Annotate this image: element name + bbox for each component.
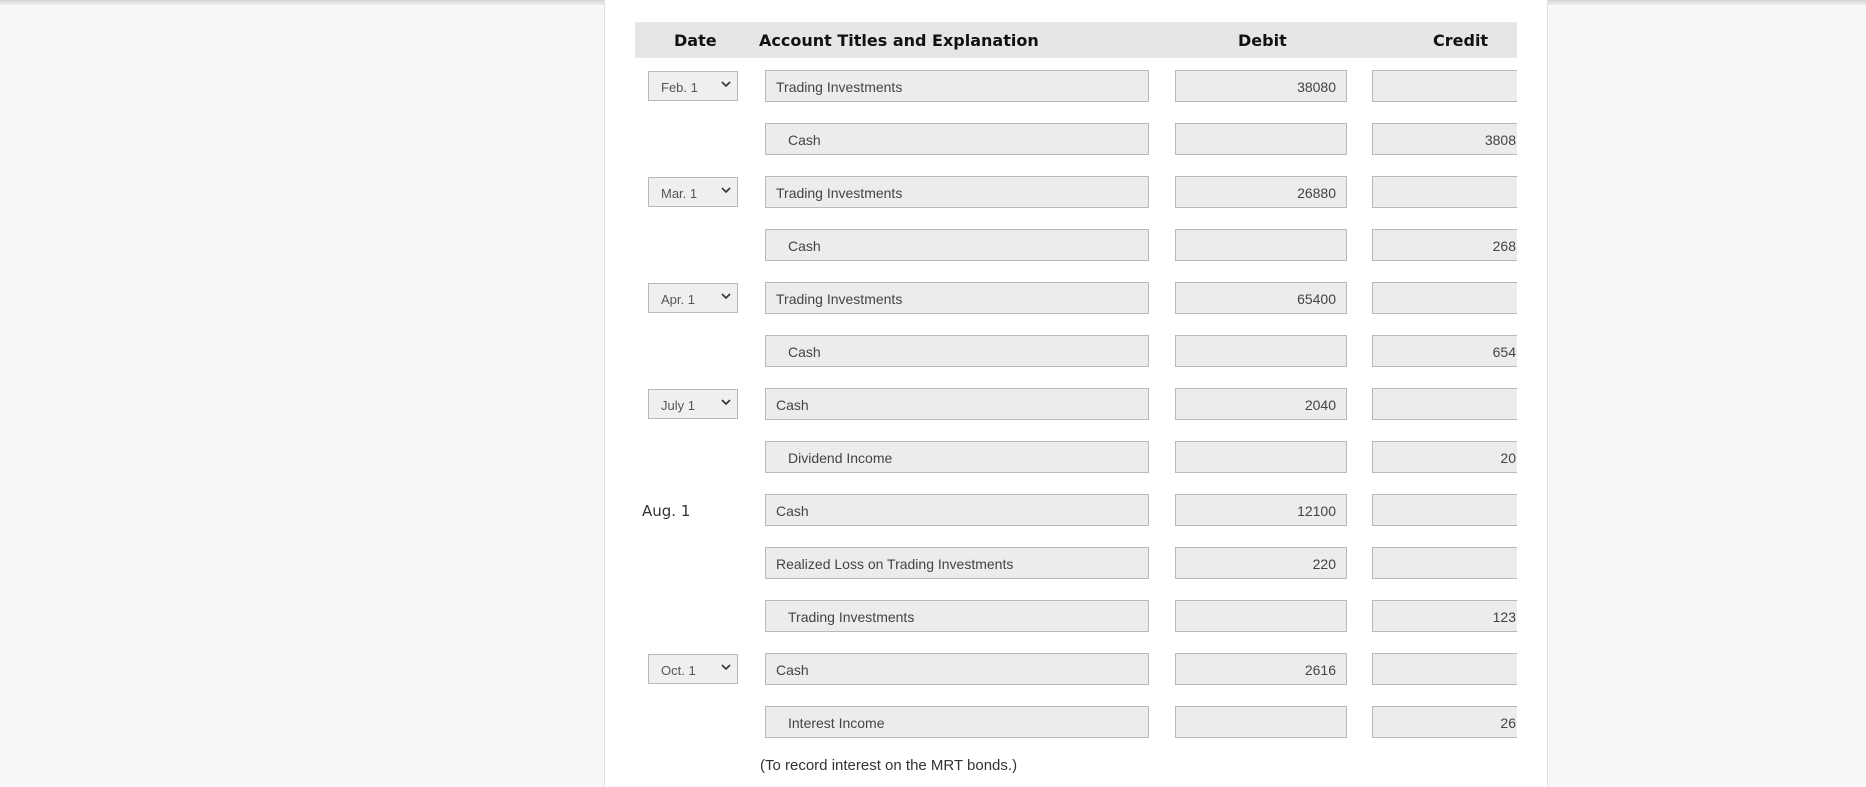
chevron-down-icon [721, 185, 731, 195]
debit-field[interactable]: 65400 [1175, 282, 1347, 314]
header-account: Account Titles and Explanation [759, 31, 1039, 50]
journal-table [635, 0, 1517, 787]
account-field[interactable]: Cash [765, 335, 1149, 367]
chevron-down-icon [721, 662, 731, 672]
credit-field[interactable]: 123 [1372, 600, 1517, 632]
header-date: Date [674, 31, 717, 50]
journal-row [635, 387, 1517, 421]
date-select[interactable]: Feb. 1 [648, 71, 738, 101]
journal-row [635, 334, 1517, 368]
credit-field[interactable]: 268 [1372, 229, 1517, 261]
debit-field[interactable]: 2040 [1175, 388, 1347, 420]
journal-row [635, 440, 1517, 474]
journal-row [635, 69, 1517, 103]
entry-explanation: (To record interest on the MRT bonds.) [760, 757, 1018, 774]
chevron-down-icon [721, 79, 731, 89]
account-field[interactable]: Trading Investments [765, 282, 1149, 314]
account-field[interactable]: Cash [765, 123, 1149, 155]
account-field[interactable]: Trading Investments [765, 70, 1149, 102]
journal-row [635, 281, 1517, 315]
account-field[interactable]: Cash [765, 229, 1149, 261]
debit-field[interactable]: 26880 [1175, 176, 1347, 208]
chevron-down-icon [721, 291, 731, 301]
account-field[interactable]: Trading Investments [765, 600, 1149, 632]
account-field[interactable]: Realized Loss on Trading Investments [765, 547, 1149, 579]
credit-field[interactable] [1372, 388, 1517, 420]
credit-field[interactable] [1372, 653, 1517, 685]
date-select[interactable]: Mar. 1 [648, 177, 738, 207]
table-header [635, 22, 1517, 58]
debit-field[interactable]: 2616 [1175, 653, 1347, 685]
date-select[interactable]: July 1 [648, 389, 738, 419]
account-field[interactable]: Dividend Income [765, 441, 1149, 473]
header-credit: Credit [1433, 31, 1489, 50]
journal-row [635, 493, 1517, 527]
credit-field[interactable]: 20 [1372, 441, 1517, 473]
debit-field[interactable] [1175, 229, 1347, 261]
debit-field[interactable] [1175, 441, 1347, 473]
debit-field[interactable]: 12100 [1175, 494, 1347, 526]
journal-row [635, 175, 1517, 209]
journal-row [635, 122, 1517, 156]
debit-field[interactable]: 220 [1175, 547, 1347, 579]
account-field[interactable]: Cash [765, 494, 1149, 526]
credit-field[interactable]: 654 [1372, 335, 1517, 367]
credit-field[interactable] [1372, 282, 1517, 314]
debit-field[interactable] [1175, 123, 1347, 155]
journal-row [635, 599, 1517, 633]
account-field[interactable]: Interest Income [765, 706, 1149, 738]
journal-row [635, 652, 1517, 686]
credit-field[interactable]: 26 [1372, 706, 1517, 738]
credit-field[interactable]: 3808 [1372, 123, 1517, 155]
debit-field[interactable]: 38080 [1175, 70, 1347, 102]
credit-field[interactable] [1372, 547, 1517, 579]
date-select[interactable]: Oct. 1 [648, 654, 738, 684]
chevron-down-icon [721, 397, 731, 407]
account-field[interactable]: Cash [765, 653, 1149, 685]
journal-row [635, 546, 1517, 580]
debit-field[interactable] [1175, 706, 1347, 738]
credit-field[interactable] [1372, 70, 1517, 102]
debit-field[interactable] [1175, 600, 1347, 632]
account-field[interactable]: Cash [765, 388, 1149, 420]
date-select[interactable]: Apr. 1 [648, 283, 738, 313]
credit-field[interactable] [1372, 494, 1517, 526]
credit-field[interactable] [1372, 176, 1517, 208]
debit-field[interactable] [1175, 335, 1347, 367]
journal-row [635, 705, 1517, 739]
date-label: Aug. 1 [642, 502, 691, 520]
journal-row [635, 228, 1517, 262]
header-debit: Debit [1238, 31, 1287, 50]
account-field[interactable]: Trading Investments [765, 176, 1149, 208]
